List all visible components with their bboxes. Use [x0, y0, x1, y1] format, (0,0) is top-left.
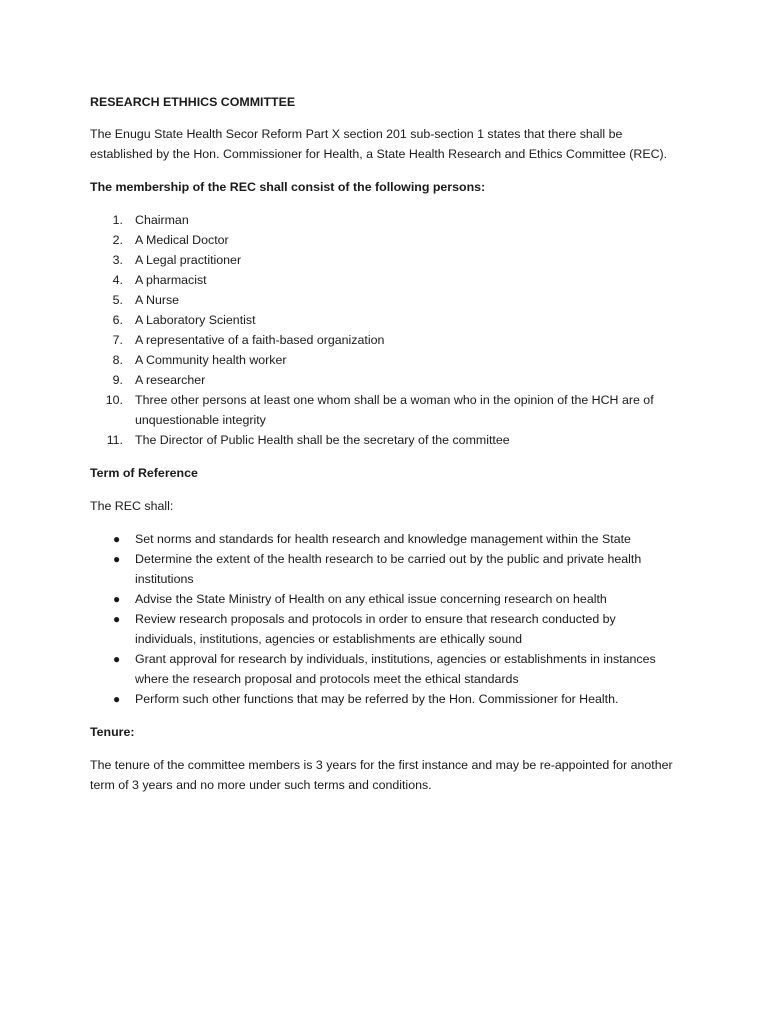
list-item [90, 609, 680, 649]
list-item-text: Set norms and standards for health research and knowledge management within the State [135, 532, 631, 546]
terms-intro: The REC shall: [90, 499, 174, 513]
list-item-number: 11. [106, 433, 123, 447]
list-item-text: A representative of a faith-based organization [135, 333, 385, 347]
list-item-text: Three other persons at least one whom shall be a woman who in the opinion of the HCH are of unquestionable integrity [135, 393, 654, 427]
document-page [90, 92, 680, 808]
list-item [90, 390, 680, 430]
list-item-text: The Director of Public Health shall be the secretary of the committee [135, 433, 510, 447]
list-item-number: 7. [112, 333, 123, 347]
list-item-number: 8. [112, 353, 123, 367]
list-item [90, 270, 680, 290]
terms-list [90, 529, 680, 709]
list-item-number: 3. [112, 253, 123, 267]
list-item [90, 310, 680, 330]
list-item-text: Advise the State Ministry of Health on any ethical issue concerning research on health [135, 592, 607, 606]
list-item [90, 230, 680, 250]
bullet-icon: ● [113, 532, 121, 546]
list-item [90, 330, 680, 350]
list-item-text: A Nurse [135, 293, 180, 307]
list-item-text: A Laboratory Scientist [135, 313, 256, 327]
list-item-number: 9. [112, 373, 123, 387]
bullet-icon: ● [113, 692, 121, 706]
list-item-number: 5. [112, 293, 123, 307]
list-item-number: 1. [112, 213, 123, 227]
list-item [90, 529, 680, 549]
list-item [90, 250, 680, 270]
tenure-heading: Tenure: [90, 725, 135, 739]
intro-paragraph: The Enugu State Health Secor Reform Part X section 201 sub-section 1 states that there shall be established by the Hon. Commissioner for Health, a State Health Research and Ethics Committee (REC). [90, 127, 668, 161]
list-item [90, 370, 680, 390]
list-item [90, 589, 680, 609]
document-title: RESEARCH ETHHICS COMMITTEE [90, 95, 296, 109]
list-item [90, 210, 680, 230]
bullet-icon: ● [113, 552, 121, 566]
list-item [90, 290, 680, 310]
list-item-text: Grant approval for research by individuals, institutions, agencies or establishments in instances where the research proposal and protocols meet the ethical standards [135, 652, 656, 686]
list-item-text: Perform such other functions that may be referred by the Hon. Commissioner for Health. [135, 692, 619, 706]
list-item [90, 689, 680, 709]
list-item-number: 2. [112, 233, 123, 247]
list-item-number: 6. [112, 313, 123, 327]
list-item [90, 549, 680, 589]
list-item-number: 4. [112, 273, 123, 287]
membership-heading: The membership of the REC shall consist of the following persons: [90, 180, 486, 194]
list-item-text: A Medical Doctor [135, 233, 229, 247]
list-item-text: Determine the extent of the health research to be carried out by the public and private health institutions [135, 552, 642, 586]
list-item-number: 10. [105, 393, 123, 407]
list-item-text: A researcher [135, 373, 206, 387]
list-item-text: A Legal practitioner [135, 253, 242, 267]
list-item-text: A Community health worker [135, 353, 287, 367]
membership-list [90, 210, 680, 450]
list-item-text: Review research proposals and protocols in order to ensure that research conducted by individuals, institutions, agencies or establishments are ethically sound [135, 612, 616, 646]
bullet-icon: ● [113, 592, 121, 606]
list-item-text: Chairman [135, 213, 189, 227]
terms-heading: Term of Reference [90, 466, 198, 480]
tenure-paragraph: The tenure of the committee members is 3 years for the first instance and may be re-appointed for another term of 3 years and no more under such terms and conditions. [90, 758, 673, 792]
bullet-icon: ● [113, 612, 121, 626]
list-item-text: A pharmacist [135, 273, 207, 287]
list-item [90, 430, 680, 450]
list-item [90, 350, 680, 370]
bullet-icon: ● [113, 652, 121, 666]
list-item [90, 649, 680, 689]
